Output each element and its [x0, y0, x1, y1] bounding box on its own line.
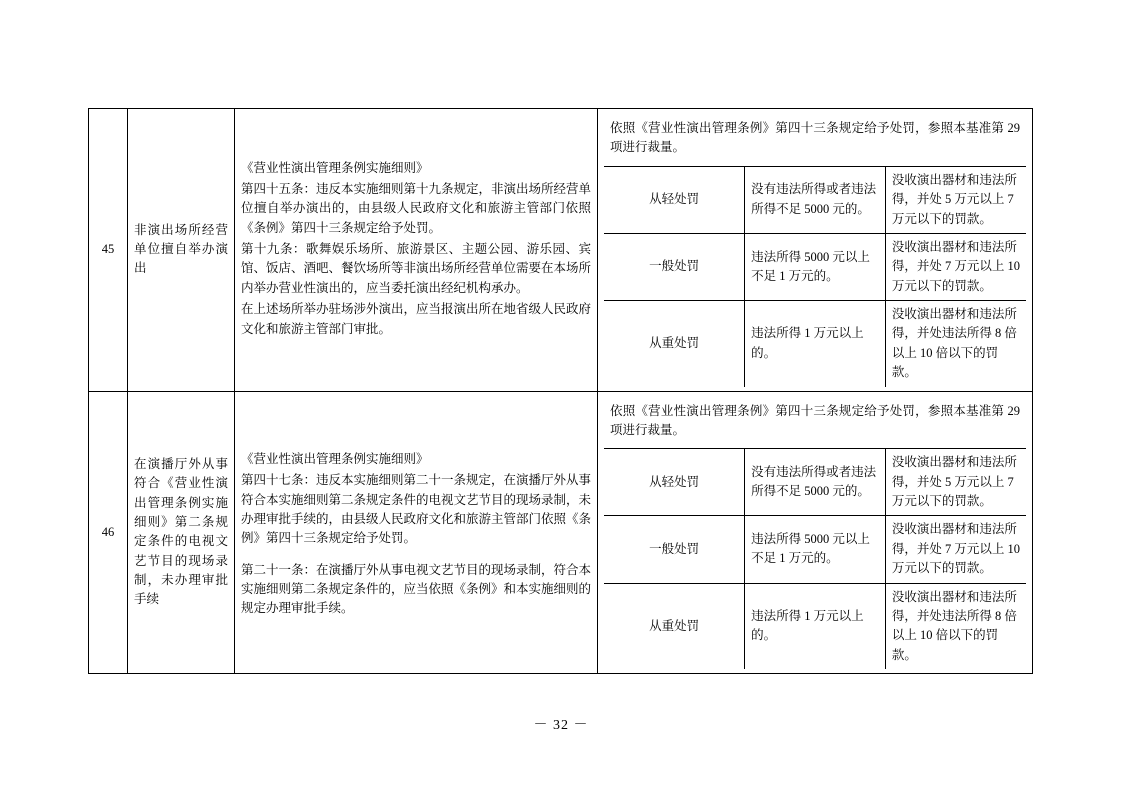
level-result: 没收演出器材和违法所得，并处 7 万元以上 10 万元以下的罚款。: [885, 516, 1026, 583]
row-number: 45: [89, 109, 128, 392]
violation-name: [128, 391, 235, 674]
level-condition: 违法所得 1 万元以上的。: [745, 583, 886, 669]
level-label: 从重处罚: [604, 301, 745, 387]
discretion-intro: 依照《营业性演出管理条例》第四十三条规定给予处罚，参照本基准第 29 项进行裁量。: [604, 396, 1026, 449]
violation-name: [128, 109, 235, 392]
level-label: 一般处罚: [604, 516, 745, 583]
level-condition: 违法所得 1 万元以上的。: [745, 301, 886, 387]
level-condition: 违法所得 5000 元以上不足 1 万元的。: [745, 233, 886, 300]
discretion-intro: 依照《营业性演出管理条例》第四十三条规定给予处罚，参照本基准第 29 项进行裁量。: [604, 113, 1026, 166]
level-condition: 没有违法所得或者违法所得不足 5000 元的。: [745, 166, 886, 233]
legal-basis: [235, 109, 598, 392]
discretion-level-row: [604, 516, 1026, 583]
level-label: 从轻处罚: [604, 166, 745, 233]
legal-basis-line: 第四十五条：违反本实施细则第十九条规定，非演出场所经营单位擅自举办演出的，由县级人民政府文化和旅游主管部门依照《条例》第四十三条规定给予处罚。: [241, 181, 592, 235]
level-result: 没收演出器材和违法所得，并处违法所得 8 倍以上 10 倍以下的罚款。: [885, 301, 1026, 387]
discretion-intro-row: [604, 396, 1026, 449]
legal-basis-line: 《营业性演出管理条例实施细则》: [241, 451, 429, 466]
level-label: 一般处罚: [604, 233, 745, 300]
discretion-level-row: [604, 166, 1026, 233]
discretion-level-row: [604, 301, 1026, 387]
discretion-level-row: [604, 449, 1026, 516]
discretion-intro-row: [604, 113, 1026, 166]
violation-name-text: 非演出场所经营单位擅自举办演出: [134, 222, 228, 276]
level-label: 从重处罚: [604, 583, 745, 669]
level-result: 没收演出器材和违法所得，并处 5 万元以上 7 万元以下的罚款。: [885, 449, 1026, 516]
level-condition: 违法所得 5000 元以上不足 1 万元的。: [745, 516, 886, 583]
level-label: 从轻处罚: [604, 449, 745, 516]
level-condition: 没有违法所得或者违法所得不足 5000 元的。: [745, 449, 886, 516]
legal-basis-line: 第十九条：歌舞娱乐场所、旅游景区、主题公园、游乐园、宾馆、饭店、酒吧、餐饮场所等非演出场所经营单位需要在本场所内举办营业性演出的，应当委托演出经纪机构承办。: [241, 242, 592, 295]
table-row: [89, 109, 1033, 392]
legal-basis-line: 在上述场所举办驻场涉外演出，应当报演出所在地省级人民政府文化和旅游主管部门审批。: [241, 302, 592, 336]
violation-name-text: 在演播厅外从事符合《营业性演出管理条例实施细则》第二条规定条件的电视文艺节目的现场录制，未办理审批手续: [134, 456, 228, 607]
discretion-level-row: [604, 233, 1026, 300]
level-result: 没收演出器材和违法所得，并处 5 万元以上 7 万元以下的罚款。: [885, 166, 1026, 233]
legal-basis: [235, 391, 598, 674]
discretion-levels-table: [604, 113, 1026, 387]
page-number: － 32 －: [533, 718, 589, 733]
discretion-standard-table: [88, 108, 1033, 674]
discretion-detail-cell: [598, 109, 1033, 392]
row-number: 46: [89, 391, 128, 674]
table-row: [89, 391, 1033, 674]
discretion-detail-cell: [598, 391, 1033, 674]
level-result: 没收演出器材和违法所得，并处违法所得 8 倍以上 10 倍以下的罚款。: [885, 583, 1026, 669]
legal-basis-line: 第四十七条：违反本实施细则第二十一条规定，在演播厅外从事符合本实施细则第二条规定条件的电视文艺节目的现场录制，未办理审批手续的，由县级人民政府文化和旅游主管部门依照《条例》第四十三条规定给予处罚。: [241, 473, 592, 546]
discretion-level-row: [604, 583, 1026, 669]
discretion-levels-table: [604, 396, 1026, 670]
legal-basis-line: 《营业性演出管理条例实施细则》: [241, 160, 429, 175]
legal-basis-line: 第二十一条：在演播厅外从事电视文艺节目的现场录制，符合本实施细则第二条规定条件的，应当依照《条例》和本实施细则的规定办理审批手续。: [241, 562, 592, 616]
level-result: 没收演出器材和违法所得，并处 7 万元以上 10 万元以下的罚款。: [885, 233, 1026, 300]
